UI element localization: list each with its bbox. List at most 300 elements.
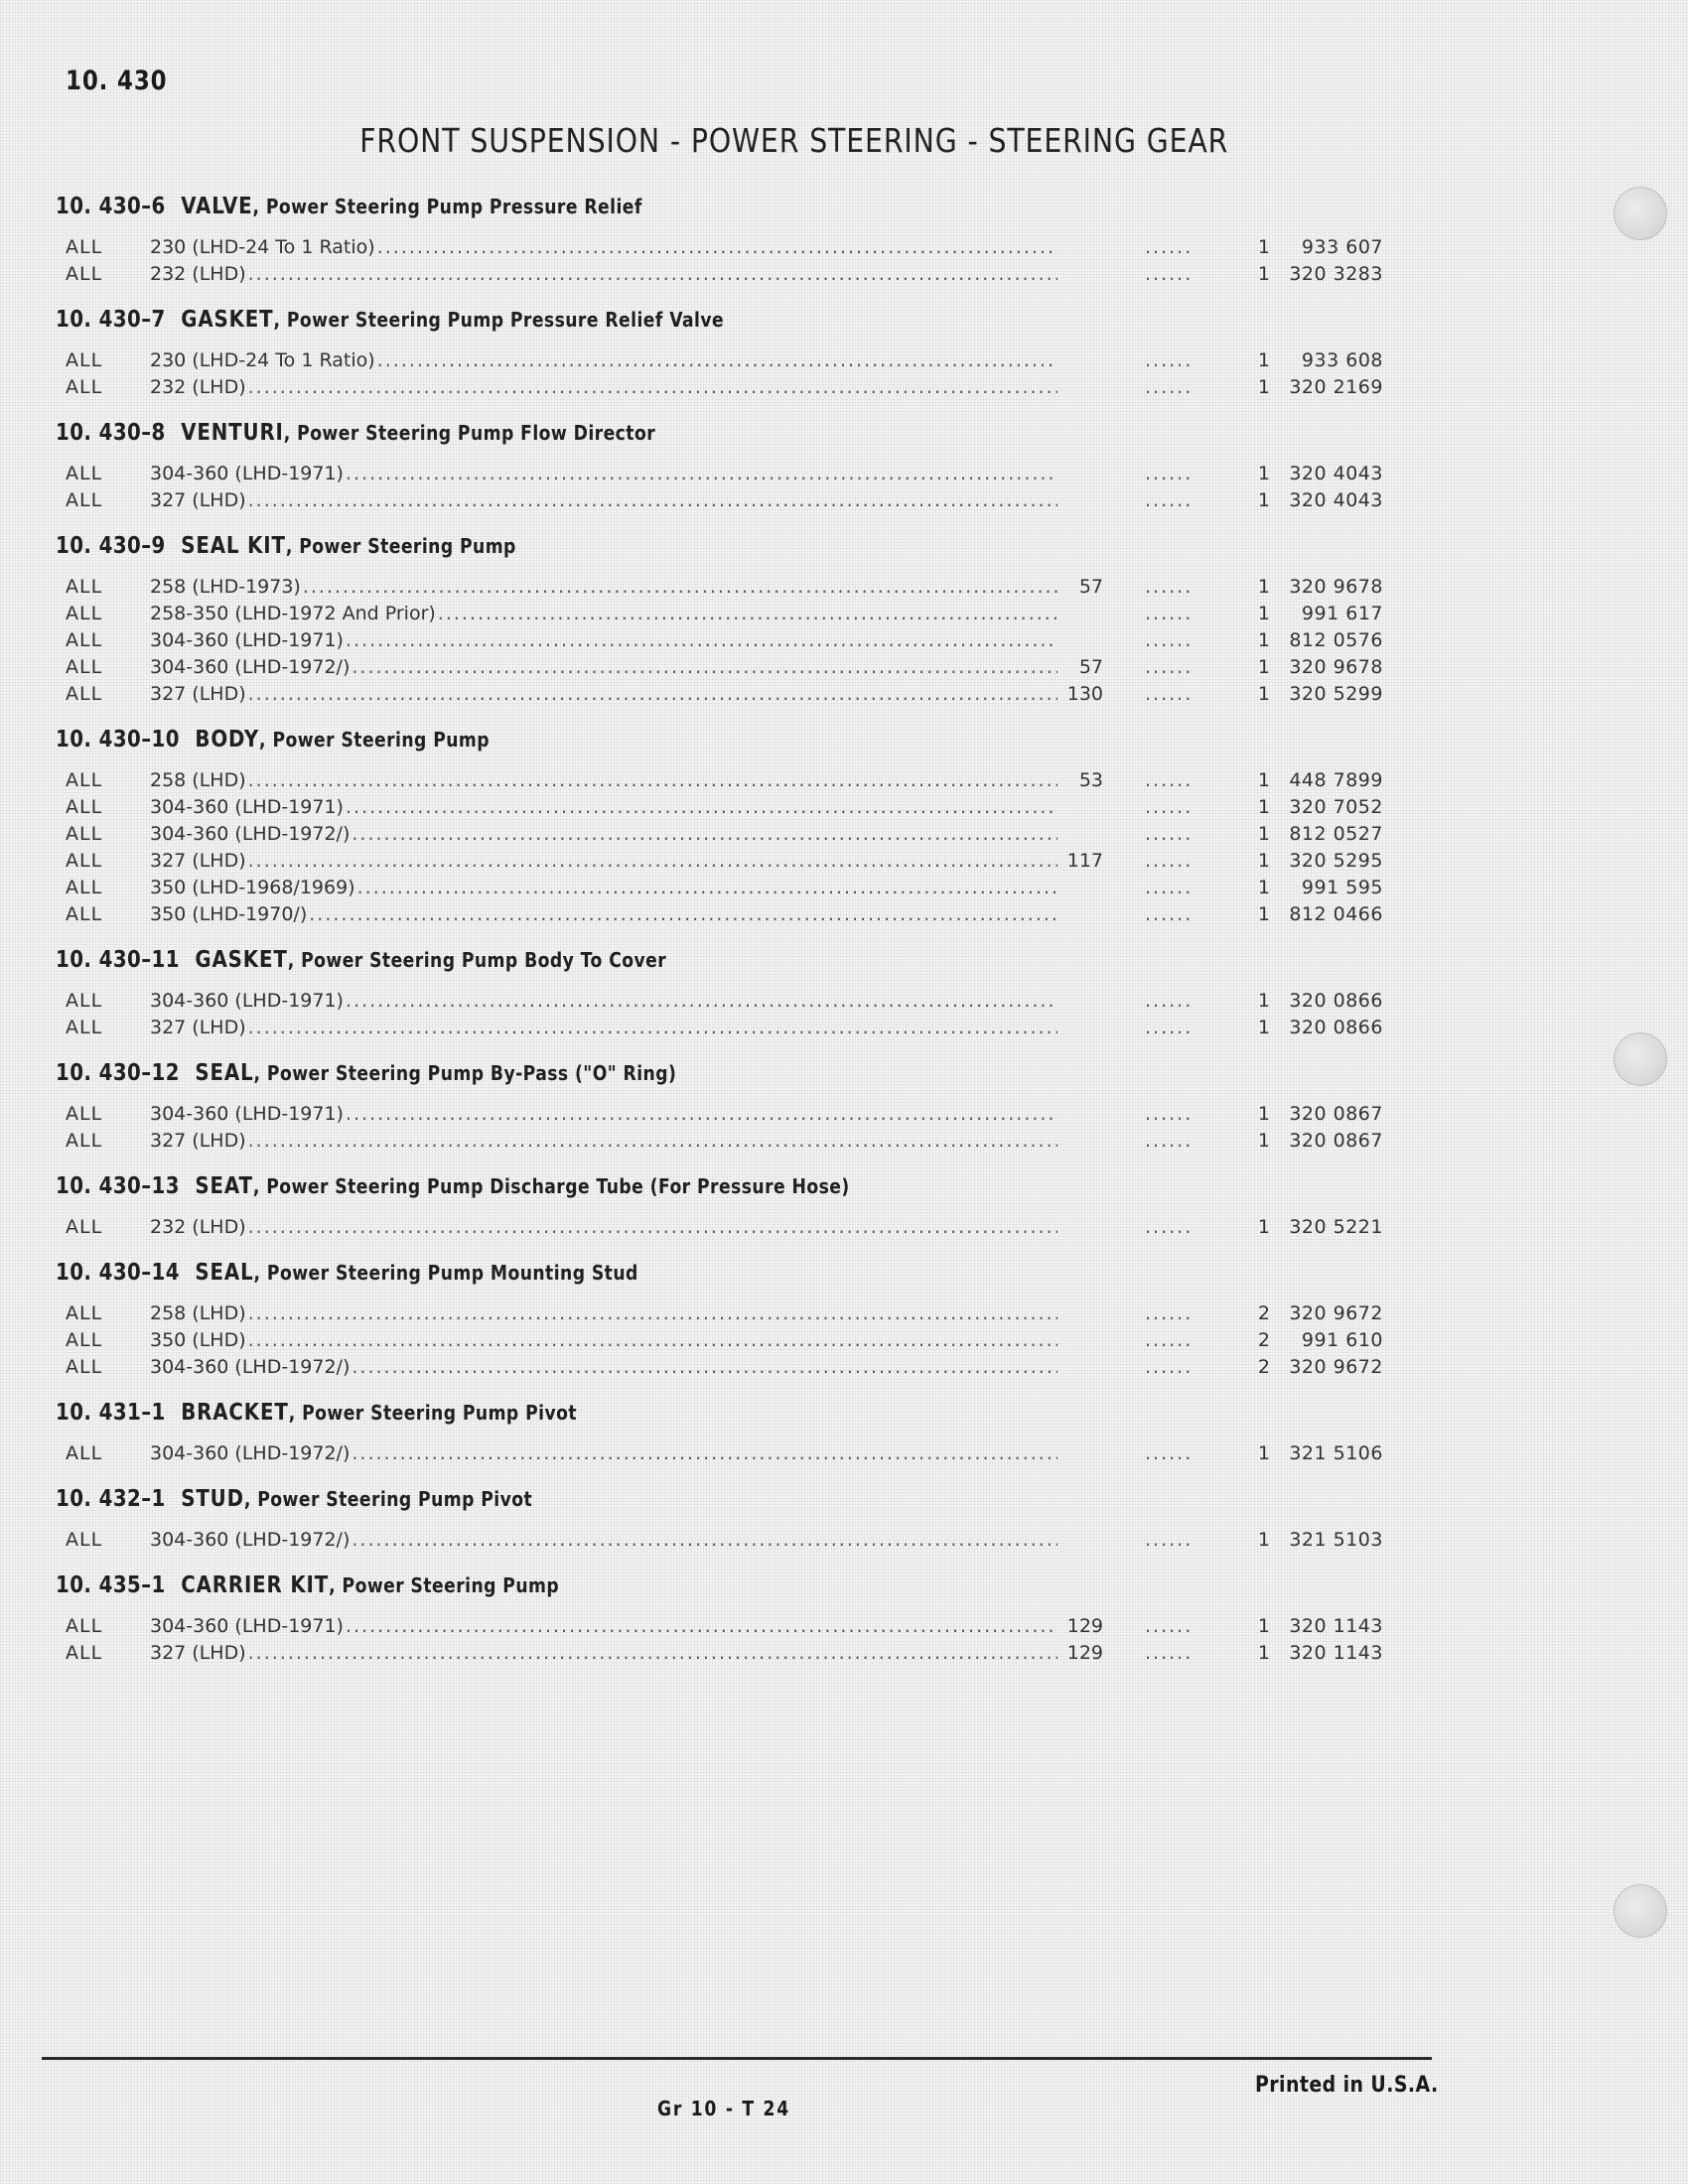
part-number-cell: 320 4043 [1289, 489, 1383, 511]
illustration-ref: 57 [1078, 656, 1103, 678]
illustration-ref [1059, 901, 1103, 928]
section-part-name: STUD [181, 1486, 244, 1512]
fill-dots: ...... [1145, 236, 1194, 258]
section-part-sep: , [288, 1401, 303, 1425]
dot-leader [248, 1015, 1057, 1041]
application-cell [150, 601, 1103, 627]
scope-cell: ALL [66, 990, 103, 1012]
illustration-ref [1059, 1354, 1103, 1381]
fill-dots: ...... [1145, 1302, 1194, 1324]
dot-leader [248, 1640, 1057, 1667]
parts-list [56, 181, 1386, 1673]
footer-rule [42, 2057, 1432, 2060]
section-description: Power Steering Pump Body To Cover [301, 948, 667, 972]
application-text: 350 (LHD) [150, 1329, 246, 1351]
fill-dots: ...... [1145, 1356, 1194, 1378]
application-cell [150, 1015, 1103, 1041]
section-code: 10. 430–14 [56, 1260, 180, 1286]
table-row [56, 681, 1386, 708]
quantity-cell: 1 [1257, 796, 1270, 818]
section-part-name: SEAL [195, 1260, 254, 1286]
table-row [56, 261, 1386, 288]
punch-hole [1614, 187, 1667, 240]
fill-dots: ...... [1145, 1329, 1194, 1351]
application-cell [150, 347, 1103, 374]
application-text: 258 (LHD) [150, 1302, 246, 1324]
section-heading [56, 1247, 1386, 1298]
application-text: 230 (LHD-24 To 1 Ratio) [150, 236, 375, 258]
table-row [56, 1327, 1386, 1354]
section-part-sep: , [285, 534, 300, 558]
application-cell [150, 794, 1103, 821]
part-number-cell: 320 5295 [1289, 850, 1383, 872]
dot-leader [248, 487, 1057, 514]
dot-leader [248, 767, 1057, 794]
illustration-ref: 117 [1066, 850, 1103, 872]
illustration-ref [1059, 461, 1103, 487]
illustration-ref [1059, 875, 1103, 901]
section-description: Power Steering Pump [272, 728, 491, 751]
scope-cell: ALL [66, 489, 103, 511]
application-text: 304-360 (LHD-1972/) [150, 1356, 351, 1378]
quantity-cell: 1 [1257, 263, 1270, 285]
quantity-cell: 1 [1257, 823, 1270, 845]
quantity-cell: 1 [1257, 489, 1270, 511]
fill-dots: ...... [1145, 1017, 1194, 1038]
application-text: 304-360 (LHD-1971) [150, 796, 344, 818]
application-text: 327 (LHD) [150, 850, 246, 872]
table-row [56, 875, 1386, 901]
quantity-cell: 1 [1257, 1442, 1270, 1464]
page-title-text: FRONT SUSPENSION - POWER STEERING - STEERING GEAR [359, 121, 1229, 160]
quantity-cell: 1 [1257, 603, 1270, 624]
section-code: 10. 430–9 [56, 533, 166, 559]
fill-dots: ...... [1145, 683, 1194, 705]
application-cell [150, 234, 1103, 261]
illustration-ref [1059, 821, 1103, 848]
quantity-cell: 1 [1257, 349, 1270, 371]
section-part-name: SEAL KIT [181, 533, 286, 559]
application-text: 327 (LHD) [150, 683, 246, 705]
scope-cell: ALL [66, 1329, 103, 1351]
application-text: 230 (LHD-24 To 1 Ratio) [150, 349, 375, 371]
application-cell [150, 821, 1103, 848]
table-row [56, 1128, 1386, 1155]
section-part-sep: , [287, 948, 302, 972]
table-row [56, 1101, 1386, 1128]
section-code: 10. 430–7 [56, 307, 166, 333]
scope-cell: ALL [66, 1529, 103, 1551]
application-cell [150, 1440, 1103, 1467]
table-row [56, 767, 1386, 794]
section-description: Power Steering Pump Mounting Stud [266, 1261, 638, 1285]
fill-dots: ...... [1145, 769, 1194, 791]
application-cell [150, 1300, 1103, 1327]
fill-dots: ...... [1145, 903, 1194, 925]
scope-cell: ALL [66, 263, 103, 285]
dot-leader [377, 347, 1057, 374]
section-heading [56, 181, 1386, 232]
parts-section [56, 1247, 1386, 1387]
part-number-cell: 320 7052 [1289, 796, 1383, 818]
dot-leader [346, 1613, 1057, 1640]
part-number-cell: 320 5299 [1289, 683, 1383, 705]
part-number-cell: 812 0466 [1289, 903, 1383, 925]
quantity-cell: 1 [1257, 903, 1270, 925]
table-row [56, 1015, 1386, 1041]
application-cell [150, 627, 1103, 654]
section-part-name: VENTURI [181, 420, 284, 446]
scope-cell: ALL [66, 1302, 103, 1324]
section-part-sep: , [252, 1174, 267, 1198]
scope-cell: ALL [66, 349, 103, 371]
illustration-ref [1059, 487, 1103, 514]
parts-section [56, 520, 1386, 714]
parts-section [56, 1473, 1386, 1560]
parts-section [56, 934, 1386, 1047]
fill-dots: ...... [1145, 1442, 1194, 1464]
fill-dots: ...... [1145, 1130, 1194, 1152]
quantity-cell: 2 [1257, 1302, 1270, 1324]
fill-dots: ...... [1145, 1103, 1194, 1125]
illustration-ref [1059, 1101, 1103, 1128]
section-code: 10. 430–12 [56, 1060, 180, 1086]
quantity-cell: 1 [1257, 683, 1270, 705]
quantity-cell: 1 [1257, 1130, 1270, 1152]
dot-leader [248, 1300, 1057, 1327]
scope-cell: ALL [66, 1017, 103, 1038]
illustration-ref: 130 [1066, 683, 1103, 705]
dot-leader [346, 461, 1057, 487]
dot-leader [352, 1527, 1057, 1554]
fill-dots: ...... [1145, 877, 1194, 898]
part-number-cell: 812 0527 [1289, 823, 1383, 845]
quantity-cell: 1 [1257, 1615, 1270, 1637]
application-text: 304-360 (LHD-1971) [150, 1103, 344, 1125]
scope-cell: ALL [66, 1642, 103, 1664]
part-number-cell: 320 3283 [1289, 263, 1383, 285]
dot-leader [346, 794, 1057, 821]
part-number-cell: 320 0867 [1289, 1103, 1383, 1125]
application-cell [150, 1640, 1103, 1667]
section-description: Power Steering Pump Pressure Relief Valve [286, 308, 725, 332]
dot-leader [346, 988, 1057, 1015]
fill-dots: ...... [1145, 1615, 1194, 1637]
table-row [56, 234, 1386, 261]
punch-hole [1614, 1884, 1667, 1938]
quantity-cell: 1 [1257, 376, 1270, 398]
section-heading [56, 407, 1386, 459]
part-number-cell: 812 0576 [1289, 629, 1383, 651]
section-code: 10. 435–1 [56, 1572, 166, 1598]
quantity-cell: 1 [1257, 629, 1270, 651]
quantity-cell: 1 [1257, 1642, 1270, 1664]
application-cell [150, 848, 1103, 875]
table-row [56, 654, 1386, 681]
application-cell [150, 1354, 1103, 1381]
scope-cell: ALL [66, 1130, 103, 1152]
section-part-name: SEAL [195, 1060, 254, 1086]
quantity-cell: 1 [1257, 576, 1270, 598]
part-number-cell: 320 4043 [1289, 463, 1383, 484]
application-text: 327 (LHD) [150, 1642, 246, 1664]
table-row [56, 901, 1386, 928]
dot-leader [303, 574, 1057, 601]
dot-leader [352, 1354, 1057, 1381]
part-number-cell: 320 9678 [1289, 656, 1383, 678]
part-number-cell: 991 595 [1301, 877, 1383, 898]
scope-cell: ALL [66, 877, 103, 898]
section-part-sep: , [253, 1061, 267, 1085]
fill-dots: ...... [1145, 263, 1194, 285]
parts-section [56, 714, 1386, 934]
table-row [56, 1214, 1386, 1241]
scope-cell: ALL [66, 1442, 103, 1464]
illustration-ref [1059, 347, 1103, 374]
part-number-cell: 933 607 [1301, 236, 1383, 258]
section-part-name: SEAT [195, 1173, 253, 1199]
part-number-cell: 320 1143 [1289, 1642, 1383, 1664]
section-part-sep: , [259, 728, 273, 751]
table-row [56, 1354, 1386, 1381]
scope-cell: ALL [66, 236, 103, 258]
scope-cell: ALL [66, 576, 103, 598]
part-number-cell: 320 2169 [1289, 376, 1383, 398]
application-cell [150, 654, 1103, 681]
quantity-cell: 1 [1257, 1529, 1270, 1551]
part-number-cell: 991 610 [1301, 1329, 1383, 1351]
dot-leader [346, 1101, 1057, 1128]
scope-cell: ALL [66, 656, 103, 678]
application-cell [150, 988, 1103, 1015]
application-text: 304-360 (LHD-1971) [150, 629, 344, 651]
application-text: 304-360 (LHD-1971) [150, 990, 344, 1012]
section-code: 10. 430–10 [56, 727, 180, 752]
scope-cell: ALL [66, 769, 103, 791]
section-part-sep: , [329, 1573, 343, 1597]
section-heading [56, 294, 1386, 345]
quantity-cell: 2 [1257, 1356, 1270, 1378]
printed-in-label: Printed in U.S.A. [1255, 2073, 1439, 2098]
scope-cell: ALL [66, 850, 103, 872]
section-code: 10. 430–11 [56, 947, 180, 973]
scope-cell: ALL [66, 463, 103, 484]
application-text: 232 (LHD) [150, 376, 246, 398]
section-heading [56, 1560, 1386, 1611]
section-heading [56, 1387, 1386, 1438]
application-text: 258 (LHD-1973) [150, 576, 301, 598]
table-row [56, 347, 1386, 374]
application-text: 258 (LHD) [150, 769, 246, 791]
illustration-ref [1059, 601, 1103, 627]
scope-cell: ALL [66, 376, 103, 398]
illustration-ref: 129 [1066, 1642, 1103, 1664]
application-cell [150, 1613, 1103, 1640]
application-cell [150, 461, 1103, 487]
section-description: Power Steering Pump Flow Director [297, 421, 656, 445]
dot-leader [309, 901, 1057, 928]
table-row [56, 1613, 1386, 1640]
part-number-cell: 321 5103 [1289, 1529, 1383, 1551]
fill-dots: ...... [1145, 1642, 1194, 1664]
section-code: 10. 430–8 [56, 420, 166, 446]
application-text: 304-360 (LHD-1972/) [150, 1529, 351, 1551]
table-row [56, 848, 1386, 875]
application-cell [150, 1101, 1103, 1128]
dot-leader [352, 821, 1057, 848]
scope-cell: ALL [66, 823, 103, 845]
section-code: 10. 430–13 [56, 1173, 180, 1199]
illustration-ref [1059, 1327, 1103, 1354]
section-heading [56, 714, 1386, 765]
application-cell [150, 1327, 1103, 1354]
quantity-cell: 1 [1257, 877, 1270, 898]
parts-section [56, 181, 1386, 294]
table-row [56, 627, 1386, 654]
illustration-ref: 53 [1078, 769, 1103, 791]
section-part-sep: , [283, 421, 298, 445]
quantity-cell: 1 [1257, 1017, 1270, 1038]
application-cell [150, 875, 1103, 901]
fill-dots: ...... [1145, 823, 1194, 845]
quantity-cell: 1 [1257, 656, 1270, 678]
quantity-cell: 1 [1257, 463, 1270, 484]
part-number-cell: 320 0866 [1289, 990, 1383, 1012]
table-row [56, 574, 1386, 601]
application-text: 327 (LHD) [150, 489, 246, 511]
fill-dots: ...... [1145, 990, 1194, 1012]
section-part-name: BODY [195, 727, 260, 752]
fill-dots: ...... [1145, 629, 1194, 651]
scope-cell: ALL [66, 1216, 103, 1238]
section-description: Power Steering Pump Pivot [257, 1487, 533, 1511]
dot-leader [248, 1327, 1057, 1354]
scope-cell: ALL [66, 1615, 103, 1637]
section-part-name: BRACKET [181, 1400, 289, 1426]
table-row [56, 821, 1386, 848]
fill-dots: ...... [1145, 603, 1194, 624]
page-footer: Gr 10 - T 24 [657, 2097, 790, 2120]
dot-leader [248, 374, 1057, 401]
fill-dots: ...... [1145, 850, 1194, 872]
part-number-cell: 933 608 [1301, 349, 1383, 371]
section-part-name: GASKET [195, 947, 288, 973]
section-code: 10. 432–1 [56, 1486, 166, 1512]
section-part-sep: , [253, 1261, 267, 1285]
illustration-ref [1059, 1440, 1103, 1467]
section-heading [56, 1473, 1386, 1525]
part-number-cell: 320 9678 [1289, 576, 1383, 598]
fill-dots: ...... [1145, 656, 1194, 678]
parts-section [56, 1160, 1386, 1247]
section-heading [56, 1160, 1386, 1212]
section-part-name: GASKET [181, 307, 274, 333]
dot-leader [438, 601, 1057, 627]
page-title [0, 121, 1688, 160]
scope-cell: ALL [66, 1356, 103, 1378]
illustration-ref: 129 [1066, 1615, 1103, 1637]
application-text: 304-360 (LHD-1971) [150, 463, 344, 484]
dot-leader [248, 681, 1057, 708]
application-text: 350 (LHD-1968/1969) [150, 877, 355, 898]
quantity-cell: 1 [1257, 769, 1270, 791]
application-cell [150, 901, 1103, 928]
application-cell [150, 261, 1103, 288]
quantity-cell: 1 [1257, 1216, 1270, 1238]
scope-cell: ALL [66, 603, 103, 624]
fill-dots: ...... [1145, 349, 1194, 371]
dot-leader [248, 1128, 1057, 1155]
section-part-sep: , [273, 308, 287, 332]
table-row [56, 1440, 1386, 1467]
part-number-cell: 991 617 [1301, 603, 1383, 624]
illustration-ref [1059, 794, 1103, 821]
parts-section [56, 407, 1386, 520]
application-text: 304-360 (LHD-1971) [150, 1615, 344, 1637]
application-text: 232 (LHD) [150, 263, 246, 285]
part-number-cell: 320 0866 [1289, 1017, 1383, 1038]
table-row [56, 1527, 1386, 1554]
part-number-cell: 448 7899 [1289, 769, 1383, 791]
application-cell [150, 1214, 1103, 1241]
section-part-name: VALVE [181, 194, 253, 219]
section-part-sep: , [243, 1487, 258, 1511]
scope-cell: ALL [66, 1103, 103, 1125]
application-text: 350 (LHD-1970/) [150, 903, 308, 925]
dot-leader [248, 848, 1057, 875]
parts-section [56, 294, 1386, 407]
parts-section [56, 1560, 1386, 1673]
table-row [56, 794, 1386, 821]
application-text: 304-360 (LHD-1972/) [150, 656, 351, 678]
quantity-cell: 1 [1257, 236, 1270, 258]
illustration-ref [1059, 1214, 1103, 1241]
part-number-cell: 320 0867 [1289, 1130, 1383, 1152]
illustration-ref [1059, 1128, 1103, 1155]
application-text: 258-350 (LHD-1972 And Prior) [150, 603, 436, 624]
section-part-sep: , [252, 195, 266, 218]
quantity-cell: 1 [1257, 990, 1270, 1012]
fill-dots: ...... [1145, 1216, 1194, 1238]
dot-leader [248, 1214, 1057, 1241]
table-row [56, 374, 1386, 401]
parts-section [56, 1387, 1386, 1473]
part-number-cell: 320 5221 [1289, 1216, 1383, 1238]
illustration-ref [1059, 1527, 1103, 1554]
section-description: Power Steering Pump Pivot [302, 1401, 577, 1425]
section-description: Power Steering Pump [299, 534, 516, 558]
quantity-cell: 2 [1257, 1329, 1270, 1351]
section-description: Power Steering Pump Pressure Relief [265, 195, 642, 218]
application-text: 232 (LHD) [150, 1216, 246, 1238]
table-row [56, 487, 1386, 514]
dot-leader [352, 654, 1057, 681]
parts-section [56, 1047, 1386, 1160]
section-heading [56, 520, 1386, 572]
section-description: Power Steering Pump By-Pass ("O" Ring) [266, 1061, 677, 1085]
table-row [56, 1640, 1386, 1667]
dot-leader [346, 627, 1057, 654]
section-part-name: CARRIER KIT [181, 1572, 330, 1598]
part-number-cell: 321 5106 [1289, 1442, 1383, 1464]
fill-dots: ...... [1145, 576, 1194, 598]
table-row [56, 601, 1386, 627]
quantity-cell: 1 [1257, 1103, 1270, 1125]
scope-cell: ALL [66, 903, 103, 925]
application-text: 304-360 (LHD-1972/) [150, 823, 351, 845]
table-row [56, 1300, 1386, 1327]
application-text: 304-360 (LHD-1972/) [150, 1442, 351, 1464]
